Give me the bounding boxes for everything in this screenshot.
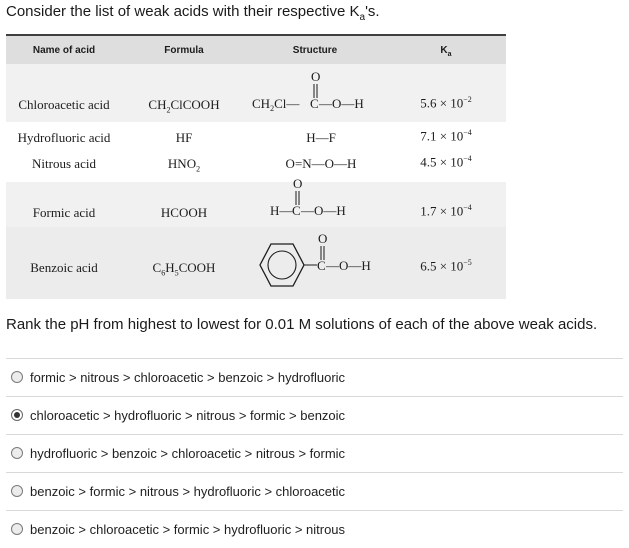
row-2-structure: H—F <box>306 130 336 145</box>
row-5-name: Benzoic acid <box>30 260 98 275</box>
row-4-structure <box>270 177 370 223</box>
struct-1-oxygen: O <box>311 70 321 84</box>
table-header <box>6 34 506 66</box>
struct-5-oxygen: O <box>318 231 328 246</box>
row-1-structure <box>252 70 382 116</box>
row-2-name: Hydrofluoric acid <box>17 130 111 145</box>
row-2-formula: HF <box>175 130 193 145</box>
row-4-formula: HCOOH <box>160 205 208 220</box>
struct-1-carbon: C <box>310 96 319 111</box>
benzene-ring-icon <box>260 244 304 286</box>
struct-4-oxygen: O <box>293 177 303 191</box>
option-5-label[interactable]: benzoic > chloroacetic > formic > hydrofluoric > nitrous <box>30 522 346 537</box>
row-5-ka: $6.5 \times 10^{-5}$ <box>420 258 472 274</box>
header-ka: $K_a$ <box>440 45 452 58</box>
ka-subscript: a <box>359 12 366 23</box>
question-text <box>6 3 380 23</box>
struct-4-carbon: C <box>292 203 301 218</box>
row-3-structure: O=N—O—H <box>285 156 357 171</box>
struct-4-left: H— <box>270 203 293 218</box>
option-4[interactable] <box>6 472 623 510</box>
radio-option-3[interactable] <box>11 447 23 459</box>
row-3-formula: $HNO_2$ <box>167 156 201 174</box>
row-1-formula: $CH_2ClCOOH$ <box>148 97 220 115</box>
rank-prompt: Rank the pH from highest to lowest for 0.01 M solutions of each of the above weak acids. <box>6 316 598 333</box>
option-3[interactable] <box>6 434 623 472</box>
option-2[interactable] <box>6 396 623 434</box>
row-1-name: Chloroacetic acid <box>18 97 110 112</box>
struct-4-right: —O—H <box>301 203 346 218</box>
radio-option-2[interactable] <box>11 409 23 421</box>
option-1-label[interactable]: formic > nitrous > chloroacetic > benzoic > hydrofluoric <box>30 370 346 385</box>
header-name: Name of acid <box>32 45 96 56</box>
header-structure: Structure <box>292 45 338 56</box>
struct-5-carbon: C <box>317 258 326 273</box>
struct-1-left: $CH_2Cl—$ <box>252 96 300 113</box>
question-prefix: Consider the list of weak acids with their respective K <box>6 3 360 20</box>
option-2-label[interactable]: chloroacetic > hydrofluoric > nitrous > formic > benzoic <box>30 408 346 423</box>
row-4-ka: $1.7 \times 10^{-4}$ <box>420 203 472 219</box>
option-4-label[interactable]: benzoic > formic > nitrous > hydrofluoric > chloroacetic <box>30 484 346 499</box>
option-1[interactable] <box>6 358 623 396</box>
acid-table-image <box>6 34 506 299</box>
row-5-formula: $C_6H_5COOH$ <box>152 260 216 278</box>
answer-options <box>6 358 623 548</box>
struct-1-right: —O—H <box>319 96 364 111</box>
radio-option-5[interactable] <box>11 523 23 535</box>
row-3-ka: $4.5 \times 10^{-4}$ <box>420 154 472 170</box>
radio-option-4[interactable] <box>11 485 23 497</box>
row-1-ka: $5.6 \times 10^{-2}$ <box>420 95 472 111</box>
row-3-name: Nitrous acid <box>32 156 96 171</box>
option-5[interactable] <box>6 510 623 548</box>
option-3-label[interactable]: hydrofluoric > benzoic > chloroacetic > nitrous > formic <box>30 446 346 461</box>
struct-5-right: —O—H <box>326 258 371 273</box>
question-suffix: 's. <box>365 3 380 20</box>
row-4-name: Formic acid <box>32 205 96 220</box>
row-5-structure <box>249 230 389 296</box>
header-formula: Formula <box>164 45 204 56</box>
row-2-ka: $7.1 \times 10^{-4}$ <box>420 128 472 144</box>
radio-option-1[interactable] <box>11 371 23 383</box>
